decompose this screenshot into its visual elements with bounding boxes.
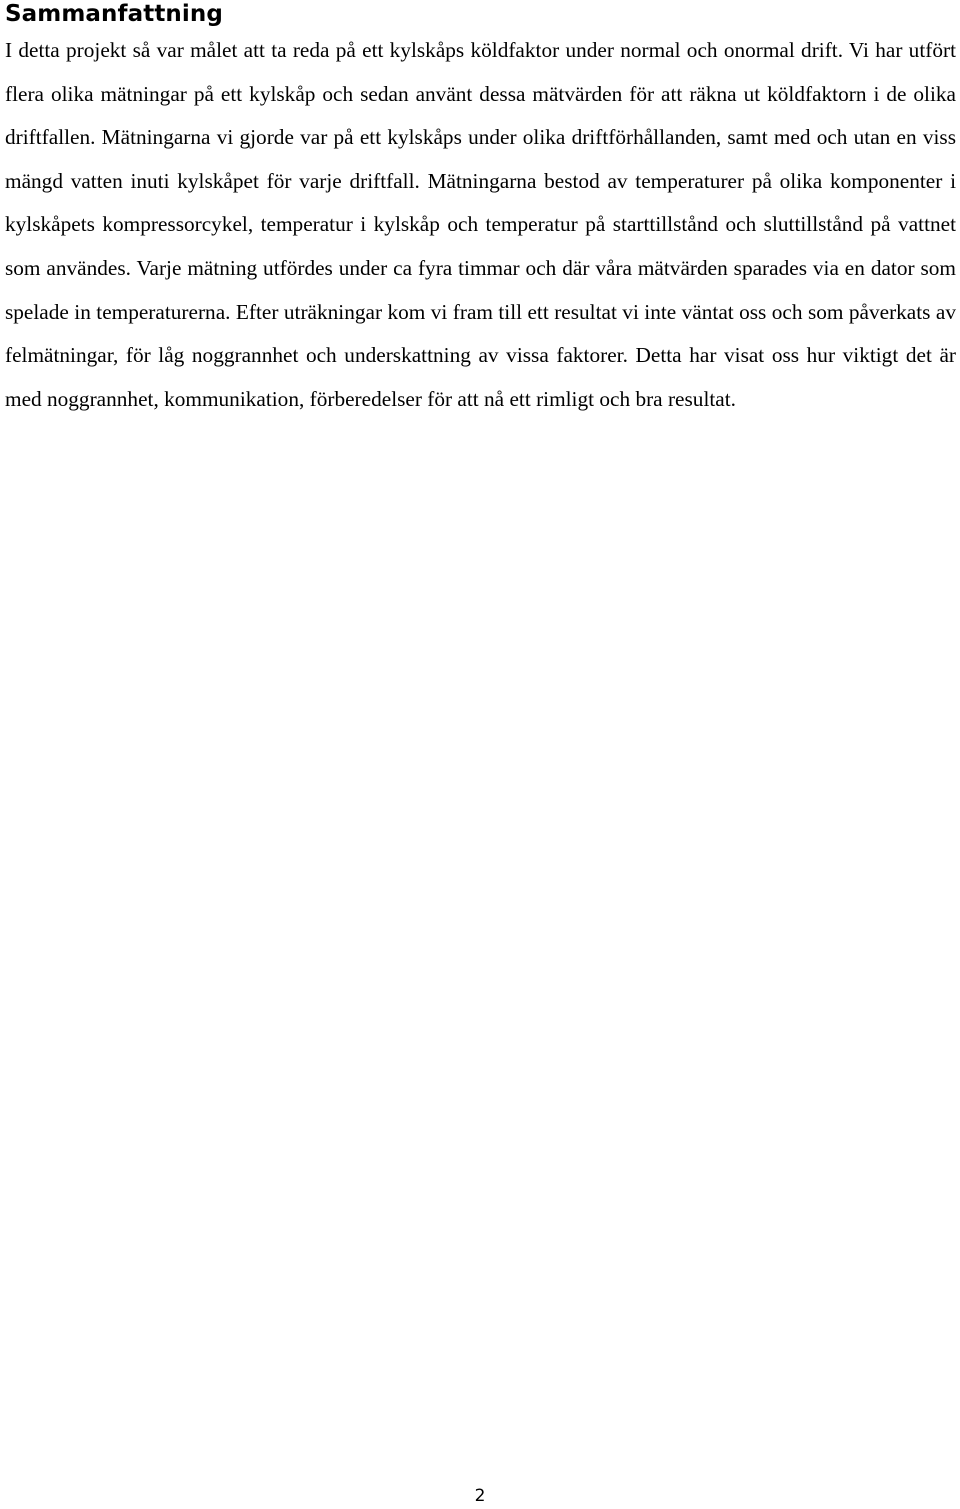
- section-heading: Sammanfattning: [5, 1, 223, 27]
- page-number: 2: [474, 1486, 486, 1506]
- summary-paragraph: I detta projekt så var målet att ta reda på ett kylskåps köldfaktor under normal och onormal drift. Vi har utfört flera olika mätningar på ett kylskåp och sedan använt dessa mätvärden för att räkna ut köldfaktorn i de olika driftfallen. Mätningarna vi gjorde var på ett kylskåps under olika driftförhållanden, samt med och utan en viss mängd vatten inuti kylskåpet för varje driftfall. Mätningarna bestod av temperaturer på olika komponenter i kylskåpets kompressorcykel, temperatur i kylskåp och temperatur på starttillstånd och sluttillstånd på vattnet som användes. Varje mätning utfördes under ca fyra timmar och där våra mätvärden sparades via en dator som spelade in temperaturerna. Efter uträkningar kom vi fram till ett resultat vi inte väntat oss och som påverkats av felmätningar, för låg noggrannhet och underskattning av vissa faktorer. Detta har visat oss hur viktigt det är med noggrannhet, kommunikation, förberedelser för att nå ett rimligt och bra resultat.: [5, 38, 956, 411]
